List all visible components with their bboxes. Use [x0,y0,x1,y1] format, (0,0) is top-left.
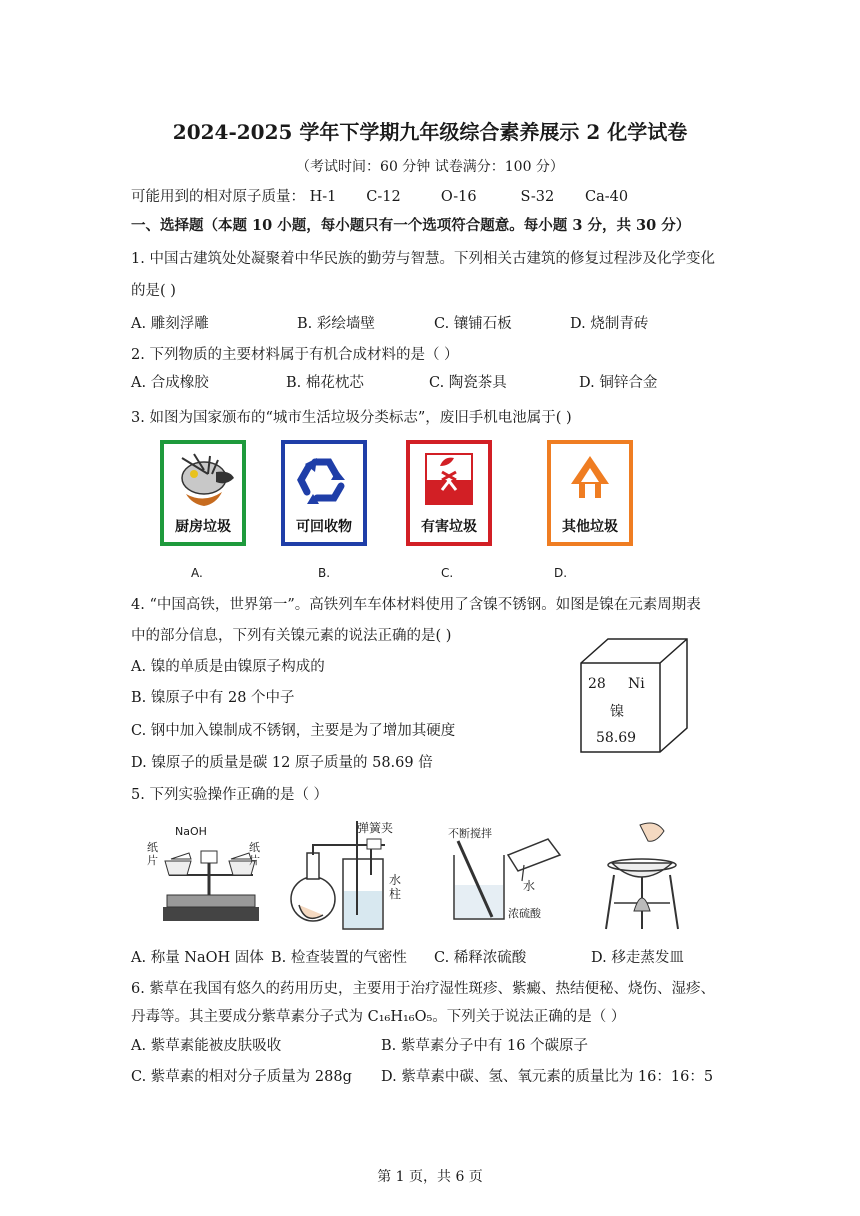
bin-label-other: 其他垃圾 [562,519,618,535]
label-naoh: NaOH [175,825,207,838]
q4-stem-line2: 中的部分信息，下列有关镍元素的说法正确的是( ) [131,628,452,644]
other-waste-icon [551,444,629,514]
label-water-column: 水柱 [389,873,402,901]
label-stir: 不断搅拌 [448,827,492,840]
q1-option-c[interactable]: C. 镶铺石板 [434,316,512,332]
atomic-mass-h: H-1 [309,189,337,205]
q6-options-row1 [131,1034,588,1055]
bin-letter-c[interactable]: C. [441,566,454,580]
atomic-mass-o: O-16 [440,189,477,205]
figure-balance [145,815,275,930]
atomic-masses-row [131,185,628,206]
balance-scale-icon [145,815,275,930]
q4-stem-line1: 4. “中国高铁，世界第一”。高铁列车车体材料使用了含镍不锈钢。如图是镍在元素周期表 [131,597,701,613]
page-footer: 第 1 页，共 6 页 [377,1169,483,1185]
bin-label-kitchen: 厨房垃圾 [175,519,231,535]
element-number: 28 [588,676,606,692]
exam-info: （考试时间：60 分钟 试卷满分：100 分） [296,159,564,175]
q6-stem-line2: 丹毒等。其主要成分紫草素分子式为 C₁₆H₁₆O₅。下列关于说法正确的是（ ） [131,1009,626,1025]
figure-evaporating-dish [594,815,689,933]
bin-letter-d[interactable]: D. [554,566,568,580]
q2-option-c[interactable]: C. 陶瓷茶具 [429,375,507,391]
q6-options-row2 [131,1065,713,1086]
q5-option-b[interactable]: B. 检查装置的气密性 [271,950,407,966]
label-paper-right: 纸片 [249,841,260,867]
q2-option-a[interactable]: A. 合成橡胶 [131,375,209,391]
q5-option-c[interactable]: C. 稀释浓硫酸 [434,950,527,966]
atomic-mass-ca: Ca-40 [585,189,629,205]
q6-stem-line1: 6. 紫草在我国有悠久的药用历史，主要用于治疗湿性斑疹、紫癜、热结便秘、烧伤、湿疹、 [131,981,715,997]
q6-option-c[interactable]: C. 紫草素的相对分子质量为 288g [131,1069,352,1085]
bin-hazardous [406,440,492,546]
atomic-mass-c: C-12 [366,189,401,205]
atomic-mass-s: S-32 [520,189,555,205]
label-water: 水 [523,879,536,893]
q5-option-a[interactable]: A. 称量 NaOH 固体 [131,950,264,966]
hazard-icon [410,444,488,514]
q5-options [131,946,684,967]
element-name: 镍 [610,704,624,720]
q4-option-a[interactable]: A. 镍的单质是由镍原子构成的 [131,659,325,675]
q1-options [131,312,648,333]
recycle-icon [285,444,363,514]
bin-letter-b[interactable]: B. [318,566,331,580]
q6-option-d[interactable]: D. 紫草素中碳、氢、氧元素的质量比为 16：16：5 [381,1069,714,1085]
bin-letter-a[interactable]: A. [191,566,203,580]
page-title: 2024-2025 学年下学期九年级综合素养展示 2 化学试卷 [172,120,688,144]
element-symbol: Ni [628,676,645,692]
q1-option-d[interactable]: D. 烧制青砖 [570,316,649,332]
evaporating-dish-icon [594,815,689,933]
section-heading: 一、选择题（本题 10 小题，每小题只有一个选项符合题意。每小题 3 分，共 30 分） [131,217,691,234]
q2-option-d[interactable]: D. 铜锌合金 [579,375,658,391]
q2-stem: 2. 下列物质的主要材料属于有机合成材料的是（ ） [131,347,459,363]
q1-option-b[interactable]: B. 彩绘墙壁 [297,316,375,332]
bin-kitchen-waste [160,440,246,546]
label-conc-acid: 浓硫酸 [508,907,541,920]
q6-option-b[interactable]: B. 紫草素分子中有 16 个碳原子 [381,1038,589,1054]
element-card-nickel [578,636,690,756]
bin-other-waste [547,440,633,546]
q4-option-b[interactable]: B. 镍原子中有 28 个中子 [131,690,295,706]
bin-label-recyclable: 可回收物 [296,519,352,535]
label-paper-left: 纸片 [147,841,158,867]
fish-bone-icon [164,444,242,514]
figure-airtightness [285,815,405,933]
q6-option-a[interactable]: A. 紫草素能被皮肤吸收 [131,1038,282,1054]
q5-option-d[interactable]: D. 移走蒸发皿 [591,950,684,966]
figure-dilution [448,825,578,925]
bin-label-hazardous: 有害垃圾 [421,519,477,535]
element-mass: 58.69 [596,730,637,746]
q1-stem-line2: 的是( ) [131,283,176,299]
q3-stem: 3. 如图为国家颁布的“城市生活垃圾分类标志”，废旧手机电池属于( ) [131,410,572,426]
q2-option-b[interactable]: B. 棉花枕芯 [286,375,364,391]
q1-stem-line1: 1. 中国古建筑处处凝聚着中华民族的勤劳与智慧。下列相关古建筑的修复过程涉及化学变化 [131,251,715,267]
label-spring-clip: 弹簧夹 [357,821,394,835]
q4-option-c[interactable]: C. 钢中加入镍制成不锈钢，主要是为了增加其硬度 [131,723,456,739]
q5-stem: 5. 下列实验操作正确的是（ ） [131,787,329,803]
q1-option-a[interactable]: A. 雕刻浮雕 [131,316,209,332]
q4-option-d[interactable]: D. 镍原子的质量是碳 12 原子质量的 58.69 倍 [131,755,433,771]
atomic-masses-label: 可能用到的相对原子质量： [131,189,305,205]
q2-options [131,371,657,392]
bin-recyclable [281,440,367,546]
